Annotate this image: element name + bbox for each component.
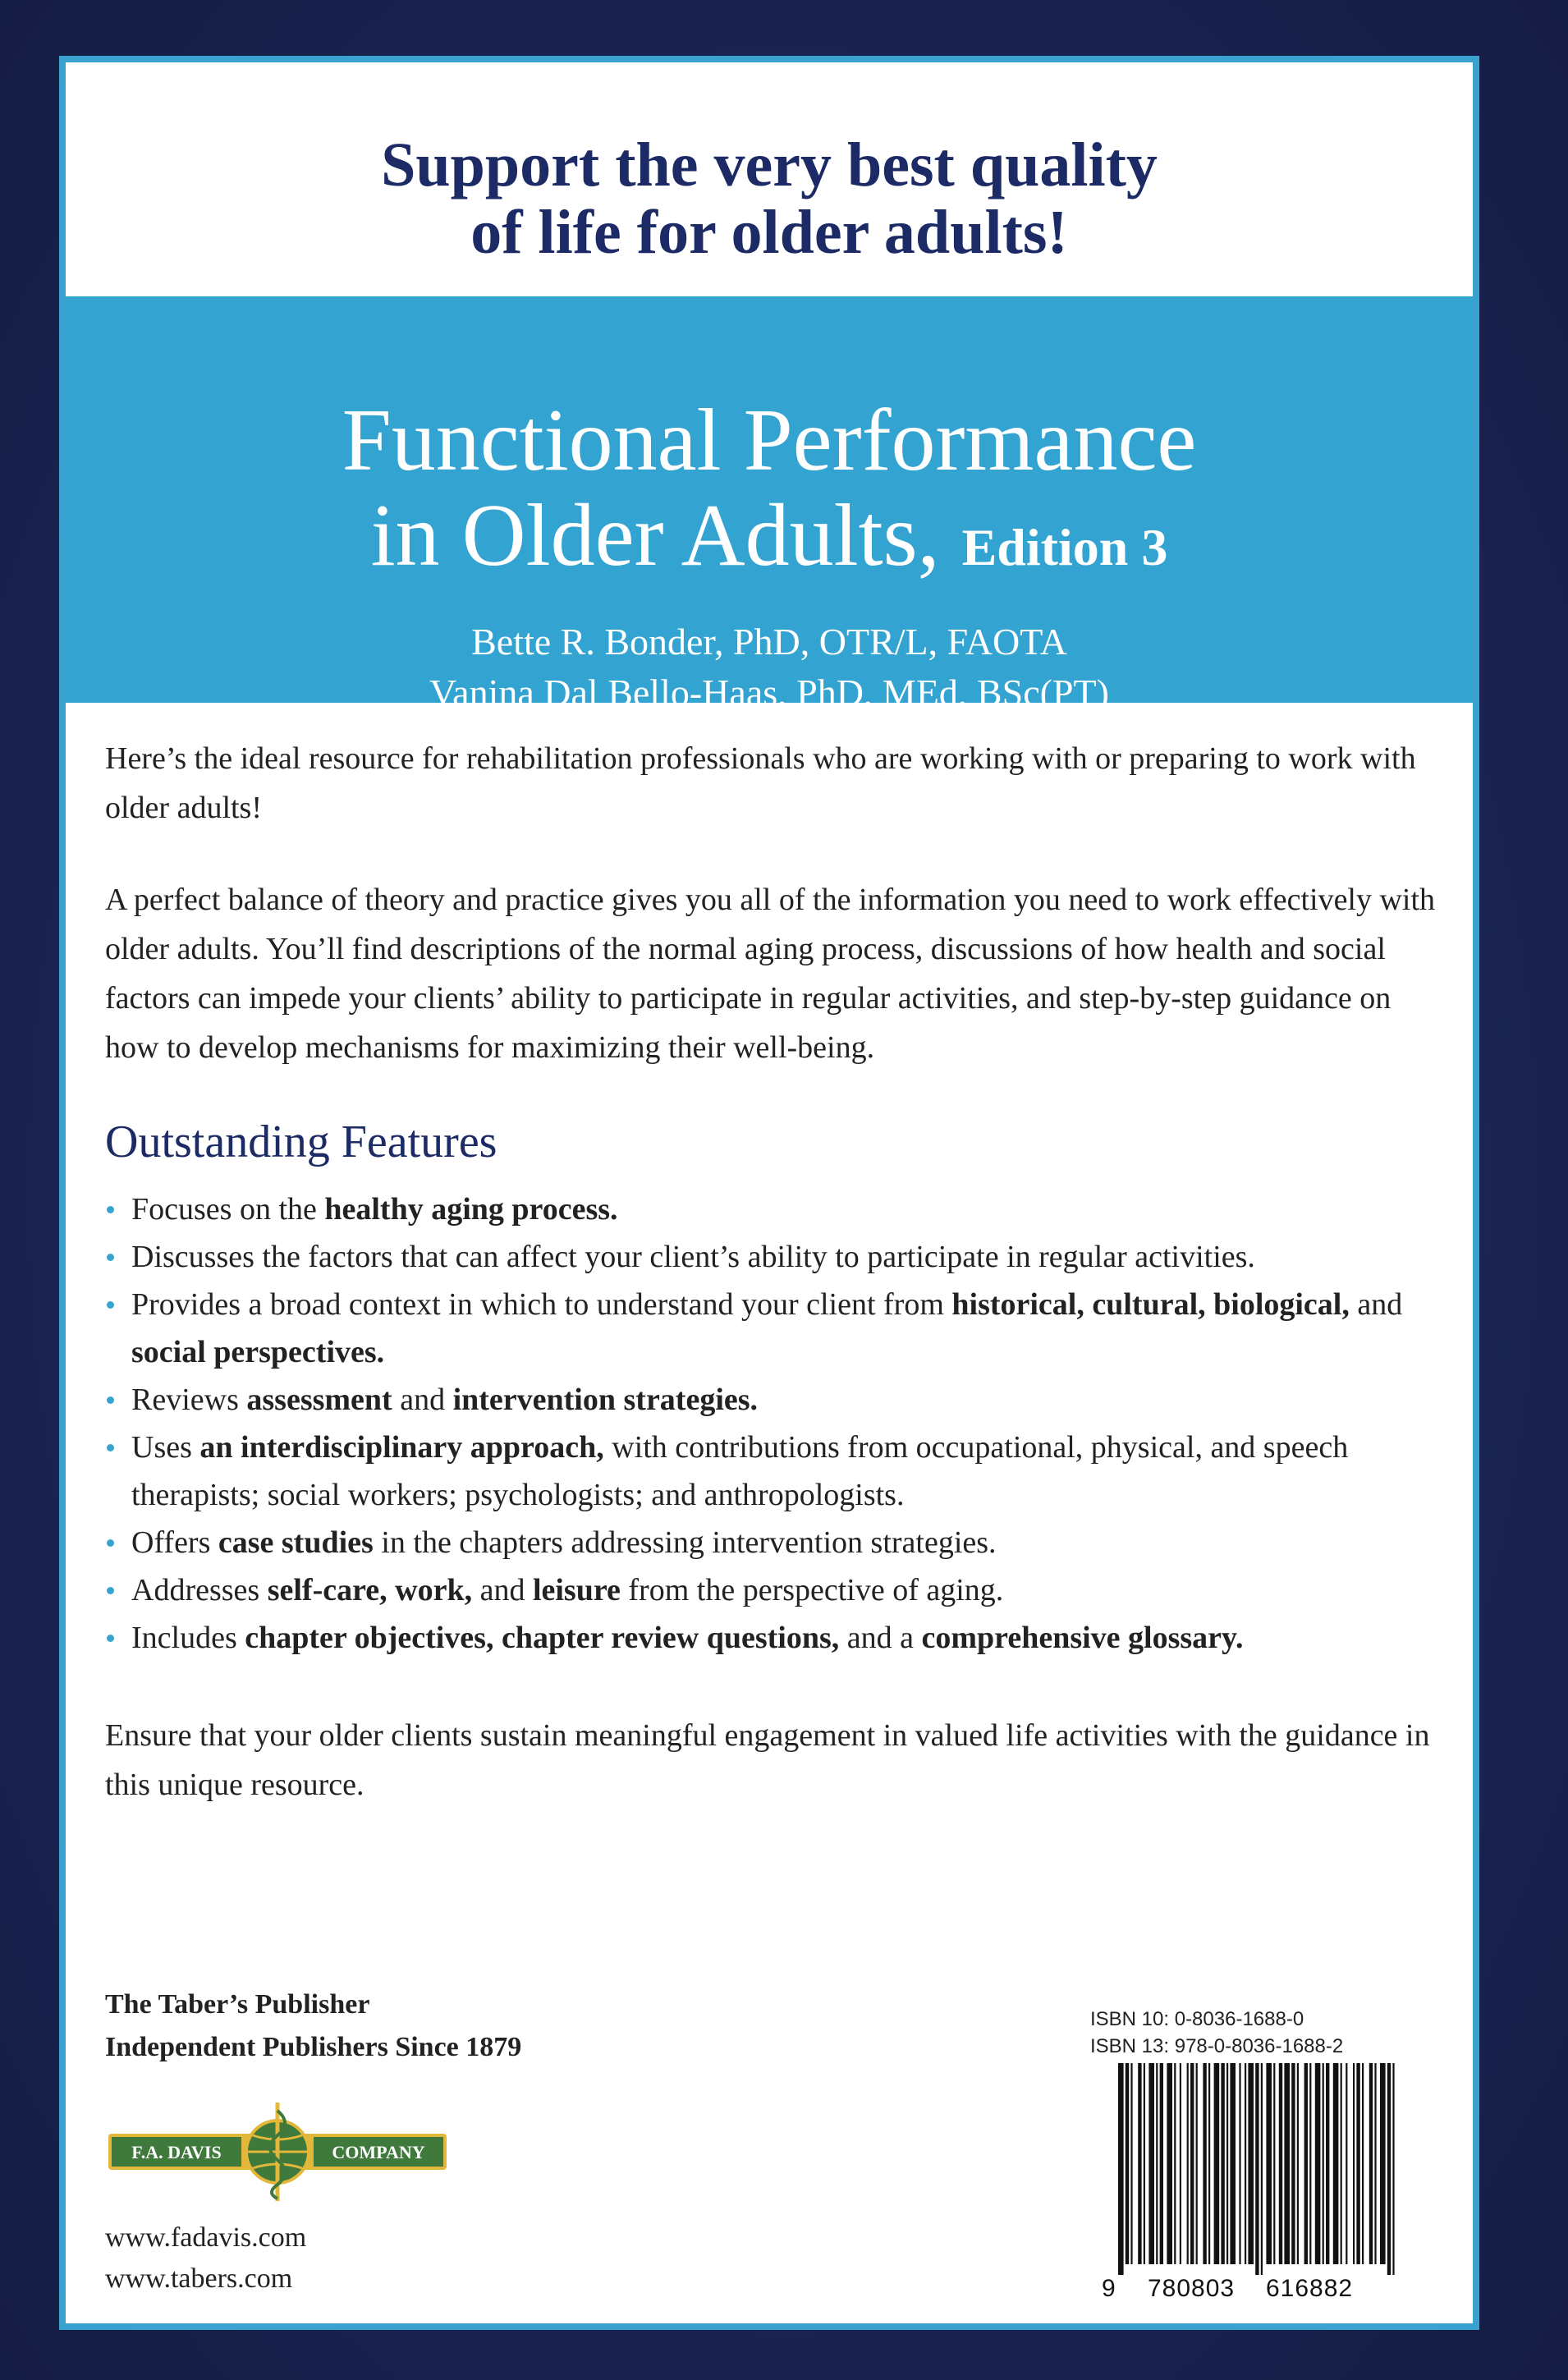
feature-text: and (472, 1573, 533, 1607)
barcode-bar (1323, 2063, 1324, 2264)
feature-text: historical, cultural, biological, (951, 1287, 1350, 1322)
bullet-icon (107, 1444, 114, 1451)
barcode-left-digits: 780803 (1148, 2275, 1236, 2302)
isbn-13: ISBN 13: 978-0-8036-1688-2 (1090, 2035, 1344, 2057)
barcode-bar (1196, 2063, 1198, 2264)
barcode-bar (1187, 2063, 1189, 2264)
feature-text: Offers (131, 1525, 218, 1560)
publisher-line: Independent Publishers Since 1879 (105, 2032, 522, 2062)
barcode-bar (1248, 2063, 1254, 2264)
barcode-bar (1226, 2063, 1228, 2264)
feature-text: an interdisciplinary approach, (199, 1430, 604, 1465)
bullet-icon (107, 1254, 114, 1261)
barcode (1115, 2063, 1398, 2277)
barcode-bar (1291, 2063, 1295, 2264)
barcode-bar (1297, 2063, 1299, 2264)
logo-left-text: F.A. DAVIS (131, 2142, 222, 2162)
barcode-bar (1130, 2063, 1132, 2264)
feature-item (105, 1281, 1451, 1376)
barcode-bar (1261, 2063, 1263, 2275)
feature-text: from the perspective of aging. (620, 1573, 1004, 1607)
fa-davis-logo (105, 2098, 450, 2205)
barcode-bar (1160, 2063, 1163, 2264)
feature-text: Reviews (131, 1383, 247, 1417)
feature-text: Includes (131, 1621, 245, 1655)
barcode-bar (1309, 2063, 1311, 2264)
barcode-bar (1190, 2063, 1194, 2264)
edition-label: Edition 3 (961, 518, 1168, 576)
barcode-bar (1203, 2063, 1206, 2264)
feature-text: leisure (532, 1573, 621, 1607)
feature-item (105, 1233, 1451, 1281)
feature-text: Uses (131, 1430, 200, 1465)
feature-item (105, 1424, 1451, 1519)
tagline (66, 131, 1473, 266)
feature-text: and (1349, 1287, 1403, 1322)
feature-text: assessment (246, 1383, 392, 1417)
bullet-icon (107, 1587, 114, 1594)
barcode-bar (1273, 2063, 1275, 2264)
feature-text: intervention strategies. (452, 1383, 759, 1417)
barcode-bar (1333, 2063, 1339, 2264)
barcode-bar (1315, 2063, 1321, 2264)
title-line-2 (66, 488, 1473, 595)
barcode-bar (1126, 2063, 1129, 2264)
barcode-bar (1326, 2063, 1329, 2264)
barcode-bar (1353, 2063, 1355, 2264)
barcode-bar (1174, 2063, 1176, 2264)
author-name: Bette R. Bonder, PhD, OTR/L, FAOTA (471, 621, 1067, 663)
feature-text: chapter objectives, chapter review questions, (245, 1621, 840, 1655)
barcode-bar (1221, 2063, 1224, 2264)
barcode-bar (1245, 2063, 1246, 2264)
feature-text: Provides a broad context in which to understand your client from (131, 1287, 952, 1322)
barcode-bar (1380, 2063, 1386, 2264)
bullet-icon (107, 1635, 114, 1642)
book-title (66, 393, 1473, 595)
feature-text: Addresses (131, 1573, 268, 1607)
tagline-line: of life for older adults! (470, 198, 1068, 267)
authors (66, 617, 1473, 718)
feature-text: comprehensive glossary. (921, 1621, 1244, 1655)
barcode-bar (1118, 2063, 1124, 2275)
barcode-bar (1362, 2063, 1364, 2264)
barcode-bar (1255, 2063, 1259, 2275)
title-line-2-text: in Older Adults, (370, 487, 940, 585)
isbn-block (1090, 2006, 1435, 2060)
feature-item (105, 1519, 1451, 1566)
barcode-first-digit: 9 (1102, 2275, 1116, 2302)
barcode-bar (1144, 2063, 1145, 2264)
barcode-bar (1387, 2063, 1391, 2275)
barcode-bar (1284, 2063, 1290, 2264)
feature-text: and a (839, 1621, 922, 1655)
feature-item (105, 1566, 1451, 1614)
publisher-line: The Taber’s Publisher (105, 1989, 370, 2020)
barcode-bar (1230, 2063, 1236, 2264)
intro-paragraph: Here’s the ideal resource for rehabilitation professionals who are working with or preparing to work with older adults! (105, 741, 1416, 825)
bullet-icon (107, 1539, 114, 1547)
intro-paragraph: A perfect balance of theory and practice gives you all of the information you need to work effectively with older adults. You’ll find descriptions of the normal aging process, discussions of how health and social factors can impede your clients’ ability to participate in regular activities, and step-by-step guidance on how to develop mechanisms for maximizing their well-being. (105, 883, 1436, 1065)
feature-text: social perspectives. (131, 1335, 385, 1369)
feature-text: and (392, 1383, 453, 1417)
barcode-bar (1279, 2063, 1282, 2264)
bullet-icon (107, 1206, 114, 1213)
feature-item (105, 1614, 1451, 1662)
features-list (105, 1185, 1451, 1662)
barcode-bar (1356, 2063, 1359, 2264)
barcode-bar (1392, 2063, 1394, 2275)
author-name: Vanina Dal Bello-Haas, PhD, MEd, BSc(PT) (429, 672, 1109, 713)
barcode-bar (1148, 2063, 1154, 2264)
closing-paragraph: Ensure that your older clients sustain meaningful engagement in valued life activities with the guidance in this unique resource. (105, 1718, 1430, 1802)
feature-text: with contributions from occupational, physical, and speech therapists; social workers; psychologists; and anthropologists. (131, 1430, 1349, 1512)
logo-right-text: COMPANY (332, 2142, 425, 2162)
feature-text: case studies (218, 1525, 374, 1560)
barcode-bar (1214, 2063, 1220, 2264)
barcode-bar (1208, 2063, 1210, 2264)
barcode-bar (1346, 2063, 1347, 2264)
feature-item (105, 1185, 1451, 1233)
barcode-bar (1180, 2063, 1181, 2264)
feature-item (105, 1376, 1451, 1424)
barcode-bar (1239, 2063, 1240, 2264)
barcode-bar (1138, 2063, 1141, 2264)
feature-text: Discusses the factors that can affect your client’s ability to participate in regular activities. (131, 1240, 1255, 1274)
feature-text: in the chapters addressing intervention strategies. (373, 1525, 997, 1560)
description (105, 734, 1451, 1852)
barcode-bar (1167, 2063, 1172, 2264)
barcode-bar (1304, 2063, 1308, 2264)
barcode-bar (1341, 2063, 1342, 2264)
bullet-icon (107, 1301, 114, 1309)
website-link[interactable]: www.tabers.com (105, 2263, 293, 2294)
barcode-bar (1156, 2063, 1158, 2264)
title-band (66, 296, 1473, 713)
barcode-right-digits: 616882 (1266, 2275, 1354, 2302)
feature-text: Focuses on the (131, 1192, 325, 1227)
bullet-icon (107, 1396, 114, 1404)
barcode-bar (1374, 2063, 1376, 2264)
title-line-1: Functional Performance (342, 392, 1197, 489)
barcode-bar (1266, 2063, 1272, 2264)
publisher-info (105, 1983, 521, 2069)
content-panel (59, 56, 1479, 2330)
websites (105, 2217, 306, 2300)
isbn-10: ISBN 10: 0-8036-1688-0 (1090, 2008, 1304, 2030)
features-heading: Outstanding Features (105, 1117, 497, 1167)
feature-text: self-care, work, (267, 1573, 473, 1607)
website-link[interactable]: www.fadavis.com (105, 2222, 307, 2253)
tagline-line: Support the very best quality (381, 131, 1158, 199)
feature-text: healthy aging process. (324, 1192, 618, 1227)
barcode-bar (1369, 2063, 1373, 2264)
